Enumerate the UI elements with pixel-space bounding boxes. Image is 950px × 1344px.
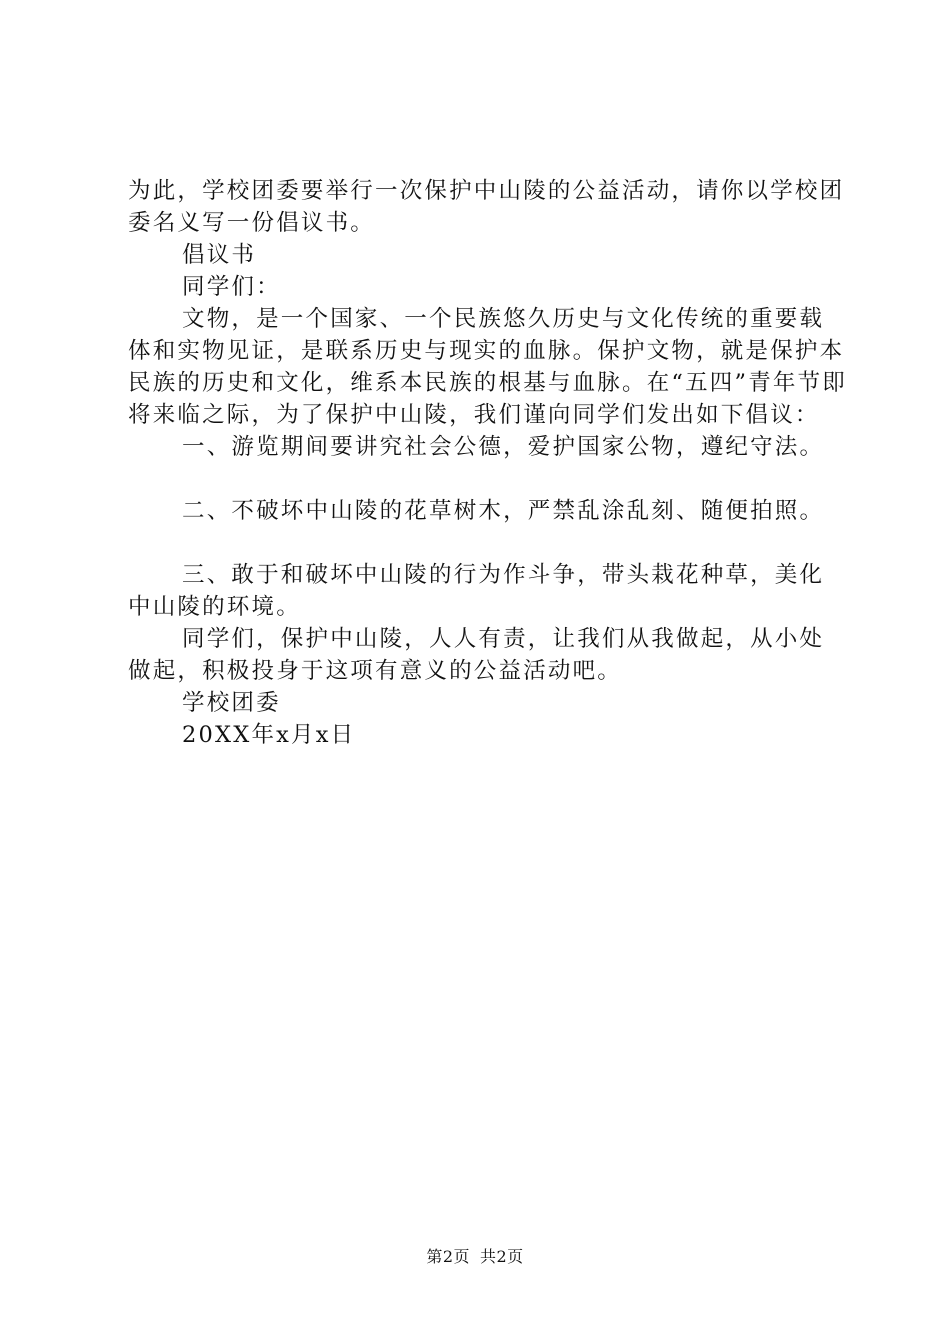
proposal-item-3: 三、敢于和破坏中山陵的行为作斗争，带头栽花种草，美化中山陵的环境。 [128,562,825,620]
proposal-item-2: 二、不破坏中山陵的花草树木，严禁乱涂乱刻、随便拍照。 [182,498,825,524]
signature: 学校团委 [182,690,281,716]
page-total: 共2页 [480,1247,524,1266]
page-footer [0,1244,950,1267]
page-number: 第2页 [426,1247,470,1266]
body-paragraph: 文物，是一个国家、一个民族悠久历史与文化传统的重要载体和实物见证，是联系历史与现实的血脉。保护文物，就是保护本民族的历史和文化，维系本民族的根基与血脉。在“五四”青年节即将来临之际，为了保护中山陵，我们谨向同学们发出如下倡议： [128,306,848,428]
closing-paragraph: 同学们，保护中山陵，人人有责，让我们从我做起，从小处做起，积极投身于这项有意义的公益活动吧。 [128,626,825,684]
salutation: 同学们： [182,274,281,300]
proposal-item-1: 一、游览期间要讲究社会公德，爱护国家公物，遵纪守法。 [182,434,825,460]
document-title: 倡议书 [182,242,257,268]
document-body [128,175,848,751]
date: 20XX年x月x日 [182,722,356,748]
intro-paragraph: 为此，学校团委要举行一次保护中山陵的公益活动，请你以学校团委名义写一份倡议书。 [128,178,845,236]
